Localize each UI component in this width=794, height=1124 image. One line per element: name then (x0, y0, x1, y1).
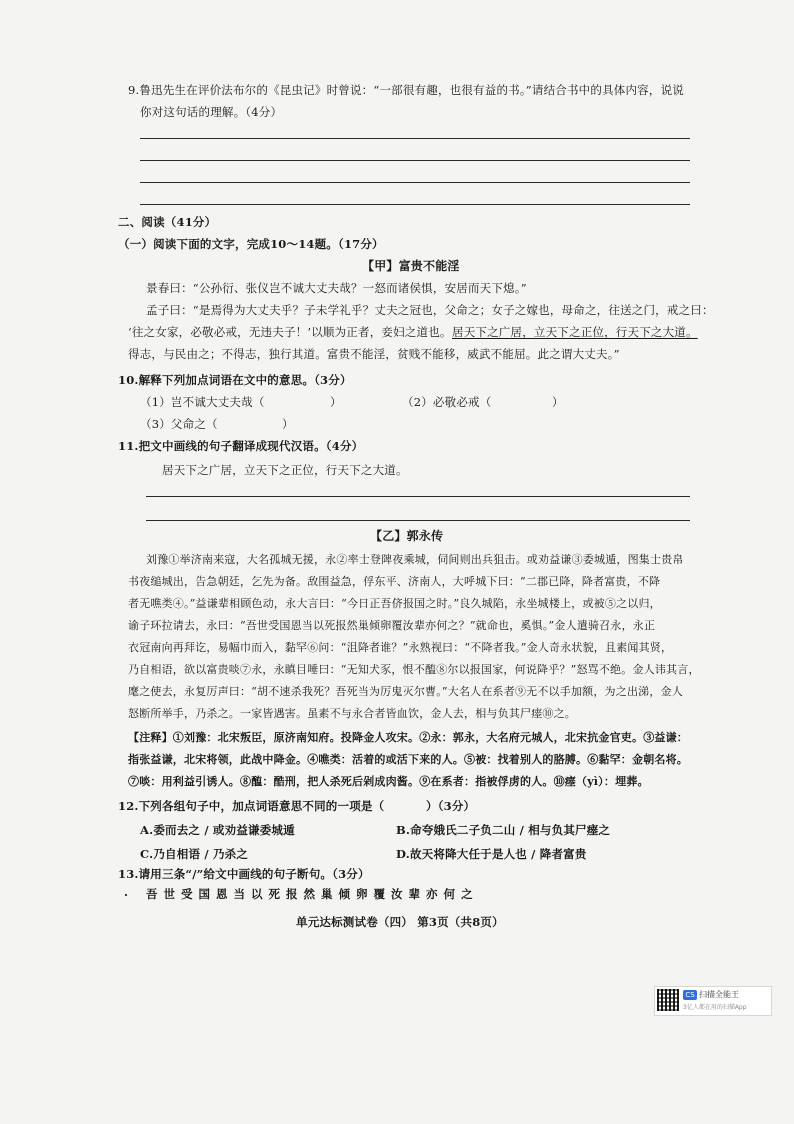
q11-sentence: 居天下之广居，立天下之正位，行天下之大道。 (162, 463, 408, 477)
passage-jia-title: 【甲】富贵不能淫 (362, 259, 460, 273)
passage-yi-line: 者无噍类④。”益谦辈相顾色动，永大言曰：“今日正吾侪报国之时。”良久城陷，永坐城楼上，或被⑤之以归， (128, 597, 661, 610)
answer-line (140, 204, 690, 205)
passage-yi-line: 乃自相语，欲以富贵啖⑦永，永瞋目唾曰：“无知犬豕，恨不醢⑧尔以报国家，何说降乎？”怒骂不绝。金人讳其言， (128, 663, 700, 676)
scanner-name: 扫描全能王 (699, 990, 739, 999)
q12-option-d: D.故天将降大任于是人也 / 降者富贵 (396, 847, 587, 861)
q11-stem: 11.把文中画线的句子翻译成现代汉语。（4分） (118, 439, 364, 453)
q10-item3-close: ） (282, 417, 294, 431)
passage-yi-line: 谕子环拉请去，永曰：“吾世受国恩当以死报然巢倾卵覆汝辈亦何之？”就命也，奚惧。”金人遣骑召永，永正 (128, 619, 656, 632)
q10-stem: 10.解释下列加点词语在文中的意思。（3分） (118, 373, 352, 387)
passage-jia-line: 景春曰：“公孙衍、张仪岂不诚大丈夫哉？一怒而诸侯惧，安居而天下熄。” (146, 281, 527, 295)
section-heading: 二、阅读（41分） (118, 215, 217, 229)
passage-yi-note: ⑦啖：用利益引诱人。⑧醢：酷刑，把人杀死后剁成肉酱。⑨在系者：指被俘虏的人。⑩瘗（yì）：埋葬。 (128, 775, 649, 788)
passage-jia-line: 孟子曰：“是焉得为大丈夫乎？子未学礼乎？丈夫之冠也，父命之；女子之嫁也，母命之，往送之门，戒之曰： (146, 303, 714, 317)
q12-option-b: B.命夸娥氏二子负二山 / 相与负其尸瘗之 (396, 823, 611, 837)
q10-item1: （1）岂不诚大丈夫哉（ (140, 395, 265, 409)
q9-stem-line1: 9.鲁迅先生在评价法布尔的《昆虫记》时曾说：“一部很有趣，也很有益的书。”请结合书中的具体内容，说说 (128, 83, 684, 97)
passage-yi-note: 指张益谦，北宋将领，此战中降金。④噍类：活着的或活下来的人。⑤被：找着别人的胳膊。⑥黏罕：金朝名将。 (128, 753, 688, 766)
q12-stem-end: ）（3分） (426, 799, 476, 813)
passage-yi-line: 书夜缒城出，告急朝廷，乞先为备。敌围益急，俘东平、济南人，大呼城下曰：“二郡已降，降者富贵，不降 (128, 575, 661, 588)
page-footer: 单元达标测试卷（四） 第3页（共8页） (296, 915, 504, 929)
q10-item2: （2）必敬必戒（ (402, 395, 492, 409)
answer-line (146, 496, 690, 497)
answer-line (140, 160, 690, 161)
q12-stem: 12.下列各组句子中，加点词语意思不同的一项是（ (118, 799, 385, 813)
answer-line (140, 182, 690, 183)
passage-yi-title: 【乙】郭永传 (370, 529, 444, 543)
reading-part-heading: （一）阅读下面的文字，完成10～14题。（17分） (118, 237, 384, 251)
answer-line (140, 138, 690, 139)
q13-bullet: . (124, 885, 129, 899)
passage-yi-line: 怒断所举手，乃杀之。一家皆遇害。虽素不与永合者皆血饮，金人去，相与负其尸瘗⑩之。 (128, 707, 576, 720)
q10-item2-close: ） (552, 395, 564, 409)
q10-item1-close: ） (330, 395, 342, 409)
passage-yi-line: 衣冠南向再拜讫，易幅巾而入，黏罕⑥问：“沮降者谁？”永熟视曰：“不降者我。”金人奇永状貌，且素闻其贤， (128, 641, 673, 654)
passage-yi-line: 刘豫①举济南来寇，大名孤城无援，永②率士登陴夜乘城，伺间则出兵狙击。或劝益谦③委城遁，图集士贵帛 (146, 553, 684, 566)
qr-code-icon (657, 989, 679, 1011)
passage-yi-line: 麾之使去，永复厉声曰：“胡不速杀我死？吾死当为厉鬼灭尔曹。”大名人在系者⑨无不以手加额，为之出涕，金人 (128, 685, 683, 698)
scanner-watermark (654, 986, 772, 1016)
q12-option-c: C.乃自相语 / 乃杀之 (140, 847, 249, 861)
passage-jia-line: ‘往之女家，必敬必戒，无违夫子！’以顺为正者，妾妇之道也。 (128, 325, 452, 339)
camscanner-logo: CS (683, 990, 697, 1000)
passage-jia-line: 得志，与民由之；不得志，独行其道。富贵不能淫，贫贱不能移，威武不能屈。此之谓大丈夫。” (128, 347, 620, 361)
q13-stem: 13.请用三条“/”给文中画线的句子断句。（3分） (118, 867, 370, 881)
q13-sentence: 吾 世 受 国 恩 当 以 死 报 然 巢 倾 卵 覆 汝 辈 亦 何 之 (146, 887, 474, 901)
passage-jia-underlined: 居天下之广居，立天下之正位，行天下之大道。 (452, 325, 698, 339)
passage-yi-note: 【注释】①刘豫：北宋叛臣，原济南知府。投降金人攻宋。②永：郭永，大名府元城人，北宋抗金官吏。③益谦： (128, 731, 688, 744)
answer-line (146, 520, 690, 521)
scanner-tagline: 3亿人都在用的扫描App (683, 1004, 747, 1011)
q9-stem-line2: 你对这句话的理解。（4分） (140, 105, 283, 119)
q10-item3: （3）父命之（ (140, 417, 218, 431)
q12-option-a: A.委而去之 / 或劝益谦委城遁 (140, 823, 295, 837)
